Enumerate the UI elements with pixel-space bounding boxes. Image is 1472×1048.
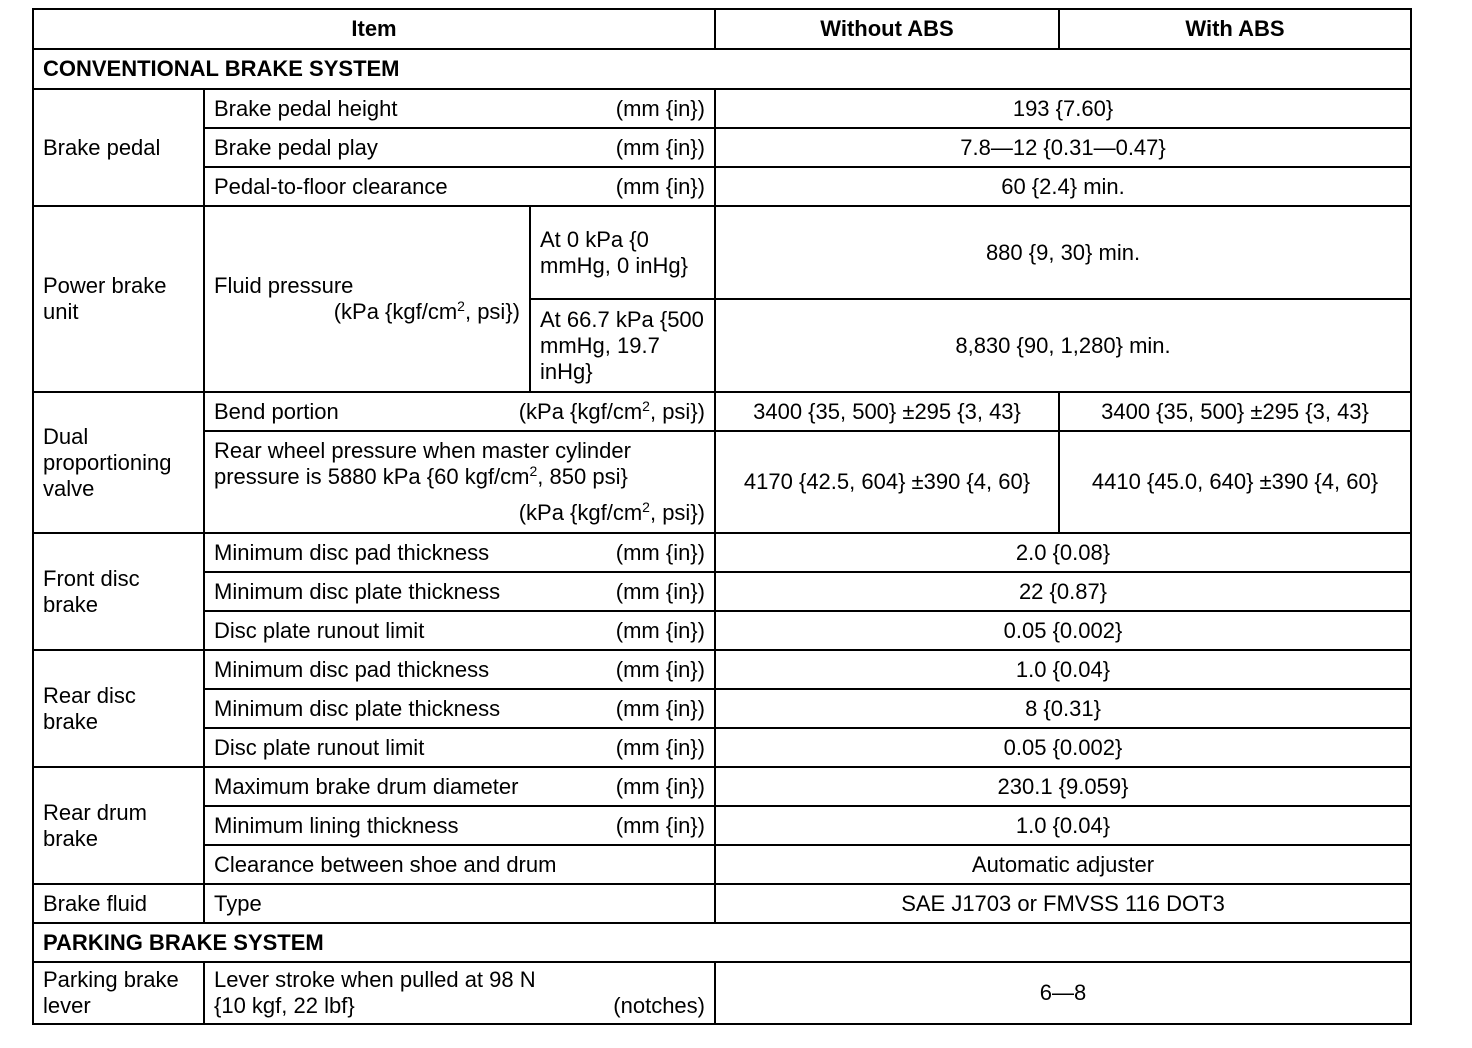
item-cell <box>204 962 715 1024</box>
item-cell <box>204 431 715 533</box>
unit-label: (kPa {$kgf/cm^2$, psi}) <box>518 397 705 424</box>
item-cell: Clearance between shoe and drum <box>204 845 715 884</box>
table-row <box>33 392 1411 431</box>
item-label: Fluid pressure <box>214 273 354 298</box>
item-label: Minimum disc plate thickness <box>214 578 501 604</box>
unit-label: (kPa {$kgf/cm^2$, psi}) <box>333 298 520 324</box>
table-row <box>33 128 1411 167</box>
value-without-abs: 3400 {35, 500} ±295 {3, 43} <box>715 392 1059 431</box>
table-row <box>33 206 1411 299</box>
item-cell <box>204 533 715 572</box>
value-cell: 22 {0.87} <box>715 572 1411 611</box>
condition-cell: At 66.7 kPa {500 mmHg, 19.7 inHg} <box>530 299 715 392</box>
header-with-abs: With ABS <box>1059 9 1411 49</box>
item-label: Maximum brake drum diameter <box>214 773 519 799</box>
item-label: Rear wheel pressure when master cylinder <box>214 438 631 463</box>
value-cell: 7.8—12 {0.31—0.47} <box>715 128 1411 167</box>
value-cell: 1.0 {0.04} <box>715 650 1411 689</box>
value-cell: 60 {2.4} min. <box>715 167 1411 206</box>
item-cell <box>204 611 715 650</box>
table-row <box>33 806 1411 845</box>
table-row <box>33 845 1411 884</box>
item-label: Pedal-to-floor clearance <box>214 173 448 199</box>
value-cell: 6—8 <box>715 962 1411 1024</box>
unit-label: (mm {in}) <box>615 617 705 643</box>
unit-label: (mm {in}) <box>615 134 705 160</box>
table-row <box>33 533 1411 572</box>
item-cell <box>204 206 530 392</box>
item-label: Minimum disc pad thickness <box>214 539 490 565</box>
item-label-cont: {10 kgf, 22 lbf} <box>214 993 355 1018</box>
item-cell <box>204 89 715 128</box>
item-cell <box>204 572 715 611</box>
header-item: Item <box>33 9 715 49</box>
unit-label: (kPa {$kgf/cm^2$, psi}) <box>518 499 705 525</box>
item-label: Brake pedal height <box>214 95 398 121</box>
table-row <box>33 884 1411 923</box>
value-cell: 880 {9, 30} min. <box>715 206 1411 299</box>
value-cell: 230.1 {9.059} <box>715 767 1411 806</box>
value-cell: 0.05 {0.002} <box>715 728 1411 767</box>
value-with-abs: 3400 {35, 500} ±295 {3, 43} <box>1059 392 1411 431</box>
table-row <box>33 767 1411 806</box>
group-rear-disc: Rear disc brake <box>33 650 204 767</box>
item-cell <box>204 806 715 845</box>
group-rear-drum: Rear drum brake <box>33 767 204 884</box>
condition-cell: At 0 kPa {0 mmHg, 0 inHg} <box>530 206 715 299</box>
item-cell <box>204 767 715 806</box>
item-cell <box>204 128 715 167</box>
unit-label: (mm {in}) <box>615 95 705 121</box>
item-label: Brake pedal play <box>214 134 378 160</box>
value-cell: Automatic adjuster <box>715 845 1411 884</box>
unit-label: (notches) <box>613 993 705 1018</box>
value-cell: 0.05 {0.002} <box>715 611 1411 650</box>
item-cell <box>204 392 715 431</box>
item-cell: Type <box>204 884 715 923</box>
item-cell <box>204 728 715 767</box>
value-cell: SAE J1703 or FMVSS 116 DOT3 <box>715 884 1411 923</box>
table-row <box>33 572 1411 611</box>
table-row <box>33 89 1411 128</box>
unit-label: (mm {in}) <box>615 539 705 565</box>
item-cell <box>204 650 715 689</box>
table-row <box>33 962 1411 1024</box>
item-label: Minimum disc pad thickness <box>214 656 490 682</box>
unit-label: (mm {in}) <box>615 773 705 799</box>
table-row <box>33 689 1411 728</box>
header-row <box>33 9 1411 49</box>
value-cell: 8 {0.31} <box>715 689 1411 728</box>
unit-label: (mm {in}) <box>615 656 705 682</box>
group-front-disc: Front disc brake <box>33 533 204 650</box>
section-row <box>33 49 1411 89</box>
item-label-cont: pressure is 5880 kPa {60 kgf/$cm^2$, 850 psi} <box>214 463 628 489</box>
section-row <box>33 923 1411 962</box>
section-parking: PARKING BRAKE SYSTEM <box>33 923 1411 962</box>
value-with-abs: 4410 {45.0, 640} ±390 {4, 60} <box>1059 431 1411 533</box>
value-cell: 193 {7.60} <box>715 89 1411 128</box>
section-conventional: CONVENTIONAL BRAKE SYSTEM <box>33 49 1411 89</box>
value-cell: 1.0 {0.04} <box>715 806 1411 845</box>
group-parking-lever: Parking brake lever <box>33 962 204 1024</box>
item-label: Minimum disc plate thickness <box>214 695 501 721</box>
value-cell: 2.0 {0.08} <box>715 533 1411 572</box>
group-dual-valve: Dual proportioning valve <box>33 392 204 533</box>
unit-label: (mm {in}) <box>615 578 705 604</box>
unit-label: (mm {in}) <box>615 695 705 721</box>
item-label: Bend portion <box>214 398 339 424</box>
table-row <box>33 167 1411 206</box>
group-brake-pedal: Brake pedal <box>33 89 204 206</box>
item-label: Disc plate runout limit <box>214 617 425 643</box>
value-cell: 8,830 {90, 1,280} min. <box>715 299 1411 392</box>
unit-label: (mm {in}) <box>615 734 705 760</box>
item-cell <box>204 167 715 206</box>
table-row <box>33 650 1411 689</box>
group-brake-fluid: Brake fluid <box>33 884 204 923</box>
table-row <box>33 431 1411 533</box>
brake-spec-table <box>32 8 1412 1025</box>
table-row <box>33 611 1411 650</box>
item-label: Lever stroke when pulled at 98 N <box>214 967 536 992</box>
table-row <box>33 728 1411 767</box>
group-power-brake: Power brake unit <box>33 206 204 392</box>
item-label: Disc plate runout limit <box>214 734 425 760</box>
value-without-abs: 4170 {42.5, 604} ±390 {4, 60} <box>715 431 1059 533</box>
item-label: Minimum lining thickness <box>214 812 459 838</box>
unit-label: (mm {in}) <box>615 173 705 199</box>
item-cell <box>204 689 715 728</box>
unit-label: (mm {in}) <box>615 812 705 838</box>
header-without-abs: Without ABS <box>715 9 1059 49</box>
